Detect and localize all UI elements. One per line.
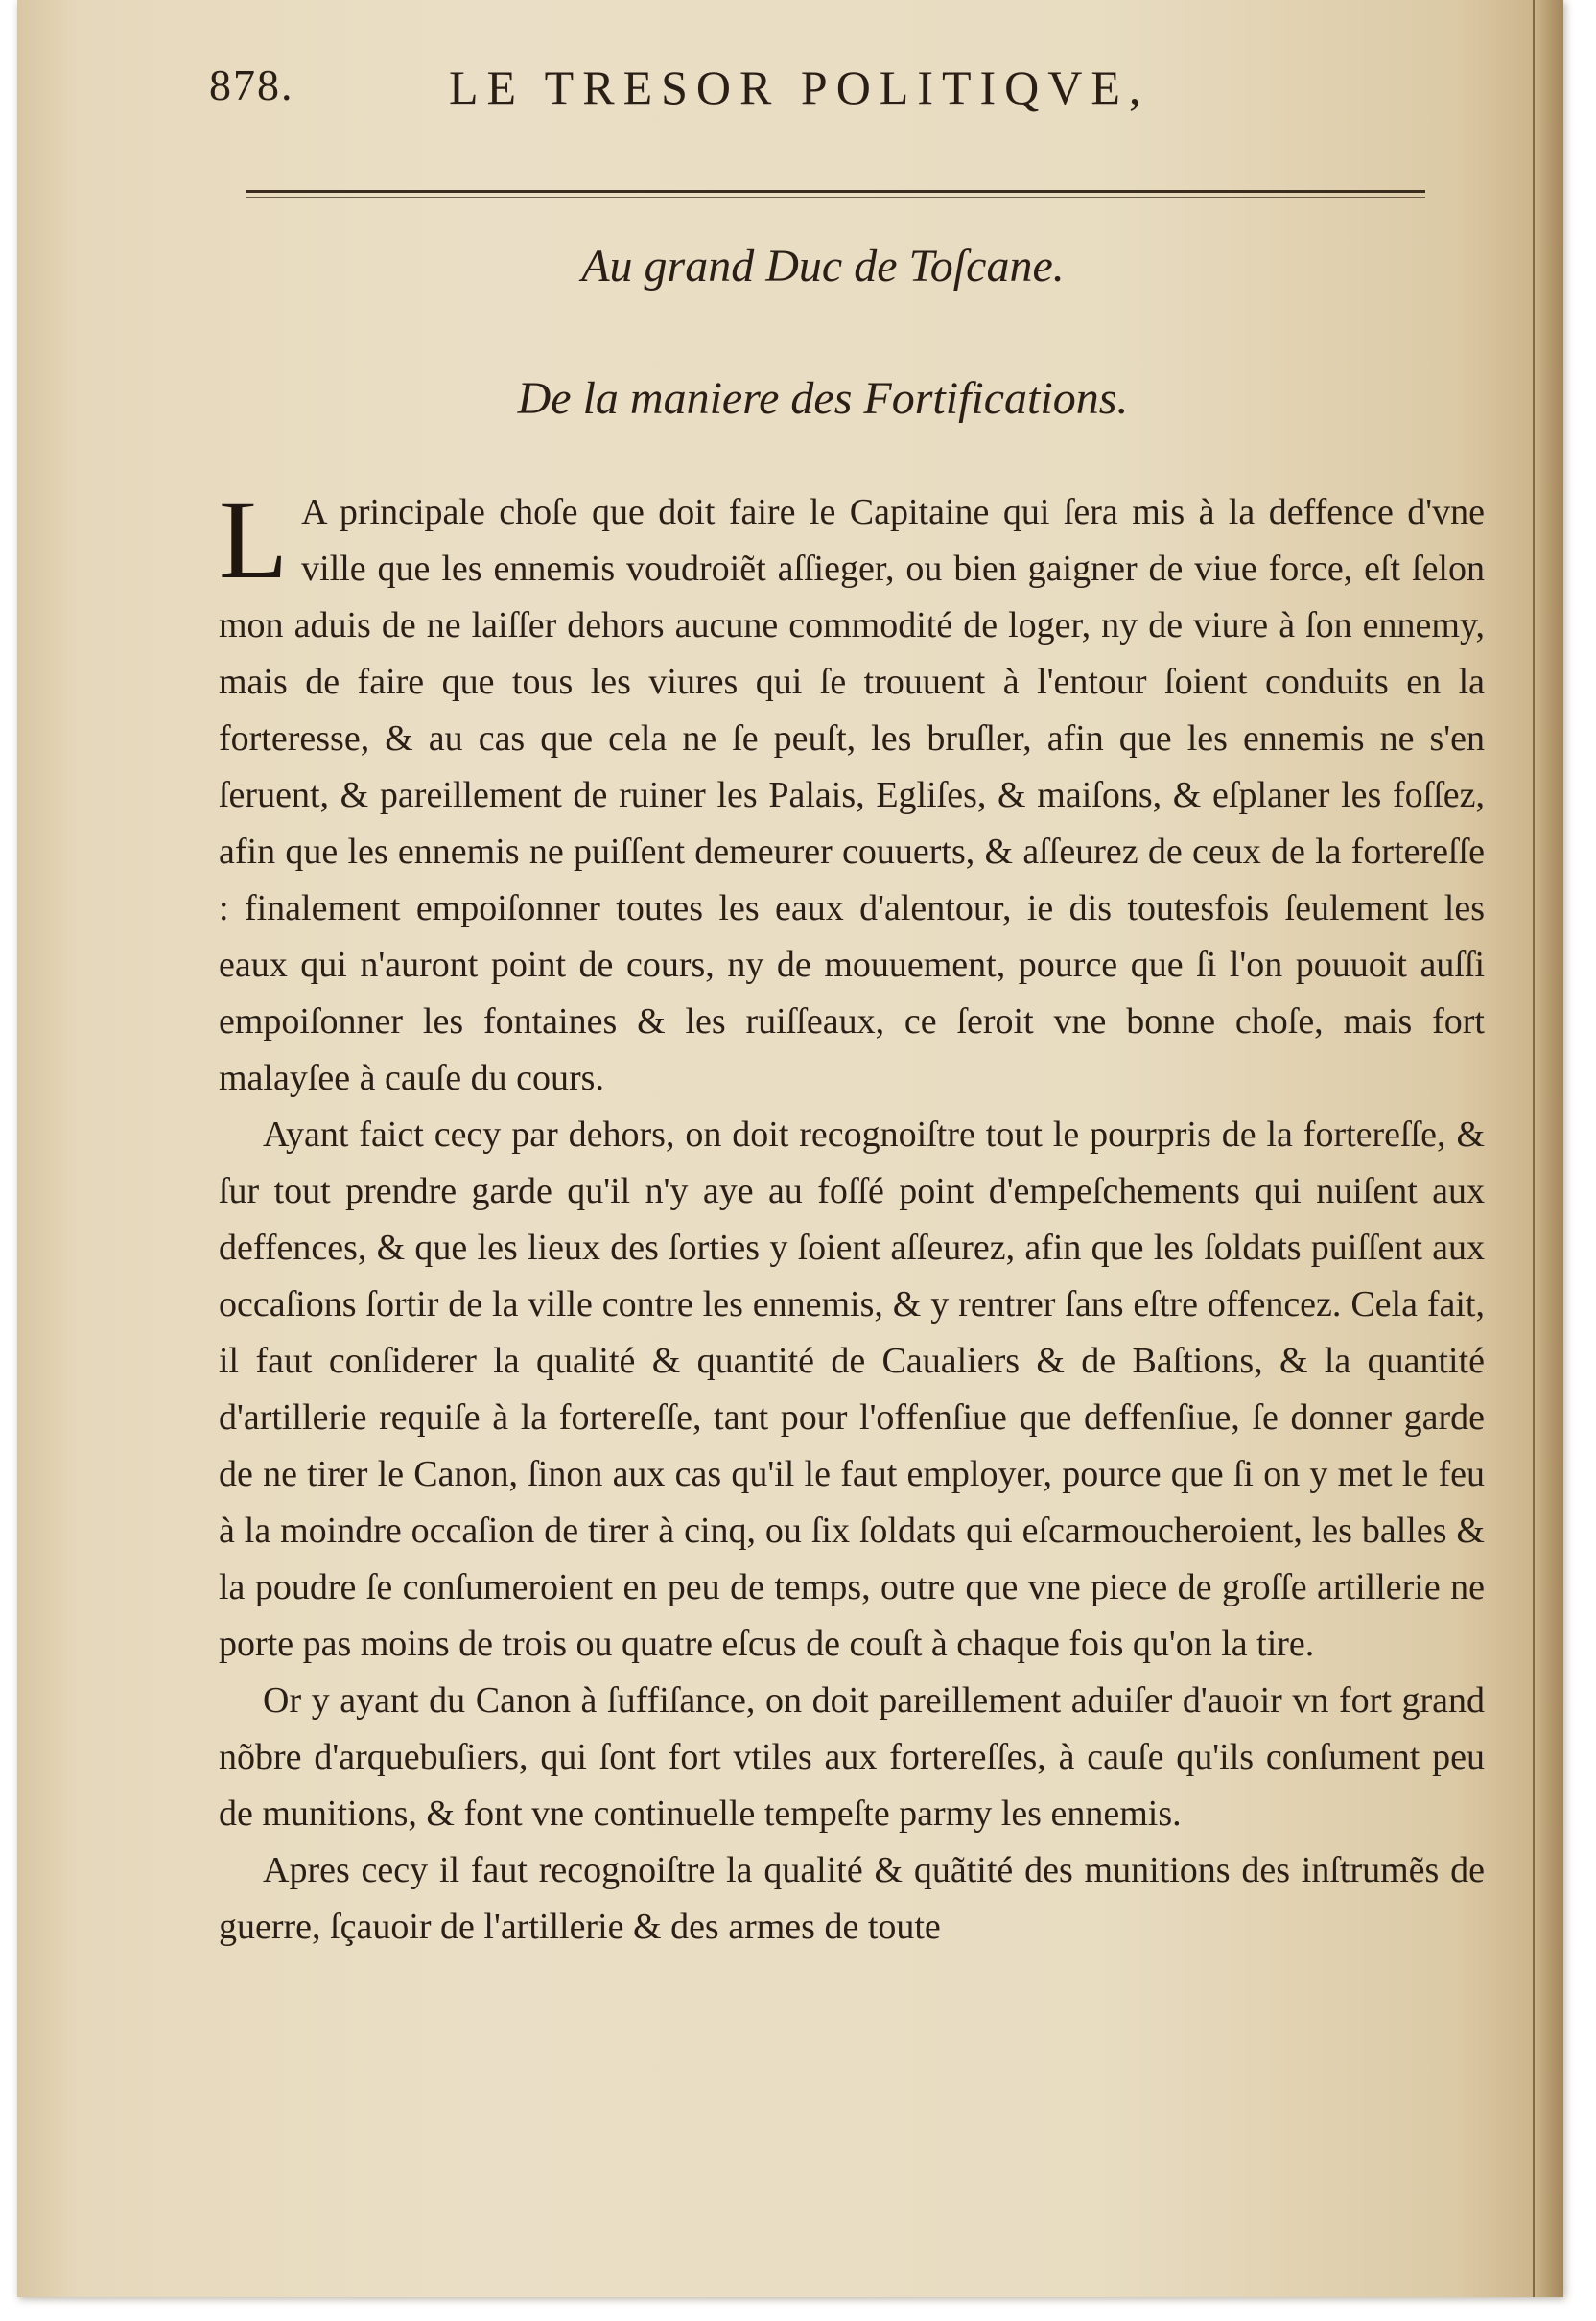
body-text xyxy=(219,477,1485,1956)
header-rule-secondary xyxy=(246,197,1425,198)
letter-addressee-heading: Au grand Duc de Toſcane. xyxy=(581,241,1065,292)
paragraph-1 xyxy=(219,477,1485,1107)
header-rule xyxy=(246,190,1425,193)
paragraph-1-text: A principale choſe que doit faire le Capitaine qui ſera mis à la deffence d'vne ville que les ennemis voudroiẽt aſſieger, ou bien gaigner de viue force, eſt ſelon mon aduis de ne laiſſer dehors aucune commodité de loger, ny de viure à ſon ennemy, mais de faire que tous les viures qui ſe trouuent à l'entour ſoient conduits en la forteresse, & au cas que cela ne ſe peuſt, les bruſler, afin que les ennemis ne s'en ſeruent, & pareillement de ruiner les Palais, Egliſes, & maiſons, & eſplaner les foſſez, afin que les ennemis ne puiſſent demeurer couuerts, & aſſeurez de ceux de la fortereſſe : finalement empoiſonner toutes les eaux d'alentour, ie dis toutesfois ſeulement les eaux qui n'auront point de cours, ny de mouuement, pource que ſi l'on pouuoit auſſi empoiſonner les fontaines & les ruiſſeaux, ce ſeroit vne bonne choſe, mais fort malayſee à cauſe du cours. xyxy=(219,492,1485,1098)
page-edge-shadow xyxy=(1533,0,1563,2297)
running-title: LE TRESOR POLITIQVE, xyxy=(449,60,1150,114)
paragraph-2: Ayant faict cecy par dehors, on doit recognoiſtre tout le pourpris de la fortereſſe, & ſur tout prendre garde qu'il n'y aye au foſſé point d'empeſchements qui nuiſent aux deffences, & que les lieux des ſorties y ſoient aſſeurez, afin que les ſoldats puiſſent aux occaſions ſortir de la ville contre les ennemis, & y rentrer ſans eſtre offencez. Cela fait, il faut conſiderer la qualité & quantité de Caualiers & de Baſtions, & la quantité d'artillerie requiſe à la fortereſſe, tant pour l'offenſiue que deffenſiue, ſe donner garde de ne tirer le Canon, ſinon aux cas qu'il le faut employer, pource que ſi on y met le feu à la moindre occaſion de tirer à cinq, ou ſix ſoldats qui eſcarmoucheroient, les balles & la poudre ſe conſumeroient en peu de temps, outre que vne piece de groſſe artillerie ne porte pas moins de trois ou quatre eſcus de couſt à chaque fois qu'on la tire. xyxy=(219,1114,1485,1664)
page-number: 878. xyxy=(209,60,294,109)
running-head xyxy=(209,59,1341,127)
drop-cap: L xyxy=(219,477,289,602)
book-page xyxy=(17,0,1563,2297)
letter-subject-heading: De la maniere des Fortifications. xyxy=(517,373,1129,424)
paragraph-3: Or y ayant du Canon à ſuffiſance, on doit pareillement aduiſer d'auoir vn fort grand nõbre d'arquebuſiers, qui ſont fort vtiles aux fortereſſes, à cauſe qu'ils conſument peu de munitions, & font vne continuelle tempeſte parmy les ennemis. xyxy=(219,1680,1485,1834)
paragraph-4: Apres cecy il faut recognoiſtre la qualité & quãtité des munitions des inſtrumẽs de guerre, ſçauoir de l'artillerie & des armes de toute xyxy=(219,1850,1485,1947)
